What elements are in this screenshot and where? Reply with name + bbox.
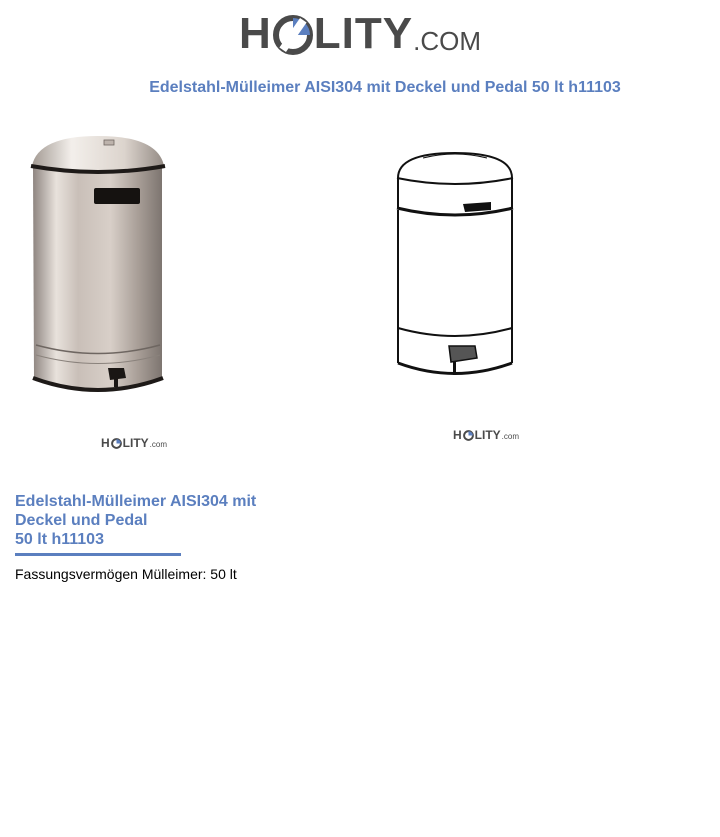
product-title-line-3: 50 lt h11103: [15, 531, 104, 548]
logo-text-lity: LITY: [313, 9, 414, 58]
site-logo[interactable]: [0, 10, 720, 58]
capacity-spec: Fassungsvermögen Mülleimer: 50 lt: [15, 566, 237, 582]
logo-text-h: H: [239, 9, 272, 58]
logo-o-icon: [273, 15, 313, 55]
drawing-watermark-logo: [453, 428, 519, 442]
mini-logo-lity: LITY: [474, 428, 501, 442]
stainless-bin-photo: [28, 132, 168, 398]
logo-text-domain: .COM: [413, 26, 481, 56]
mini-logo-domain: .com: [501, 432, 520, 441]
bin-line-drawing: [393, 148, 517, 378]
mini-logo-o-icon: [463, 430, 474, 441]
mini-logo-h: H: [101, 436, 110, 450]
photo-watermark-logo: [101, 436, 167, 450]
mini-logo-lity: LITY: [122, 436, 149, 450]
mini-logo-o-icon: [111, 438, 122, 449]
mini-logo-domain: .com: [149, 440, 168, 449]
title-divider: [15, 553, 181, 556]
product-title-line-1: Edelstahl-Mülleimer AISI304 mit: [15, 493, 257, 510]
page-title: Edelstahl-Mülleimer AISI304 mit Deckel und Pedal 50 lt h11103: [149, 79, 621, 96]
product-title: [15, 492, 275, 549]
mini-logo-h: H: [453, 428, 462, 442]
product-title-line-2: Deckel und Pedal: [15, 512, 148, 529]
